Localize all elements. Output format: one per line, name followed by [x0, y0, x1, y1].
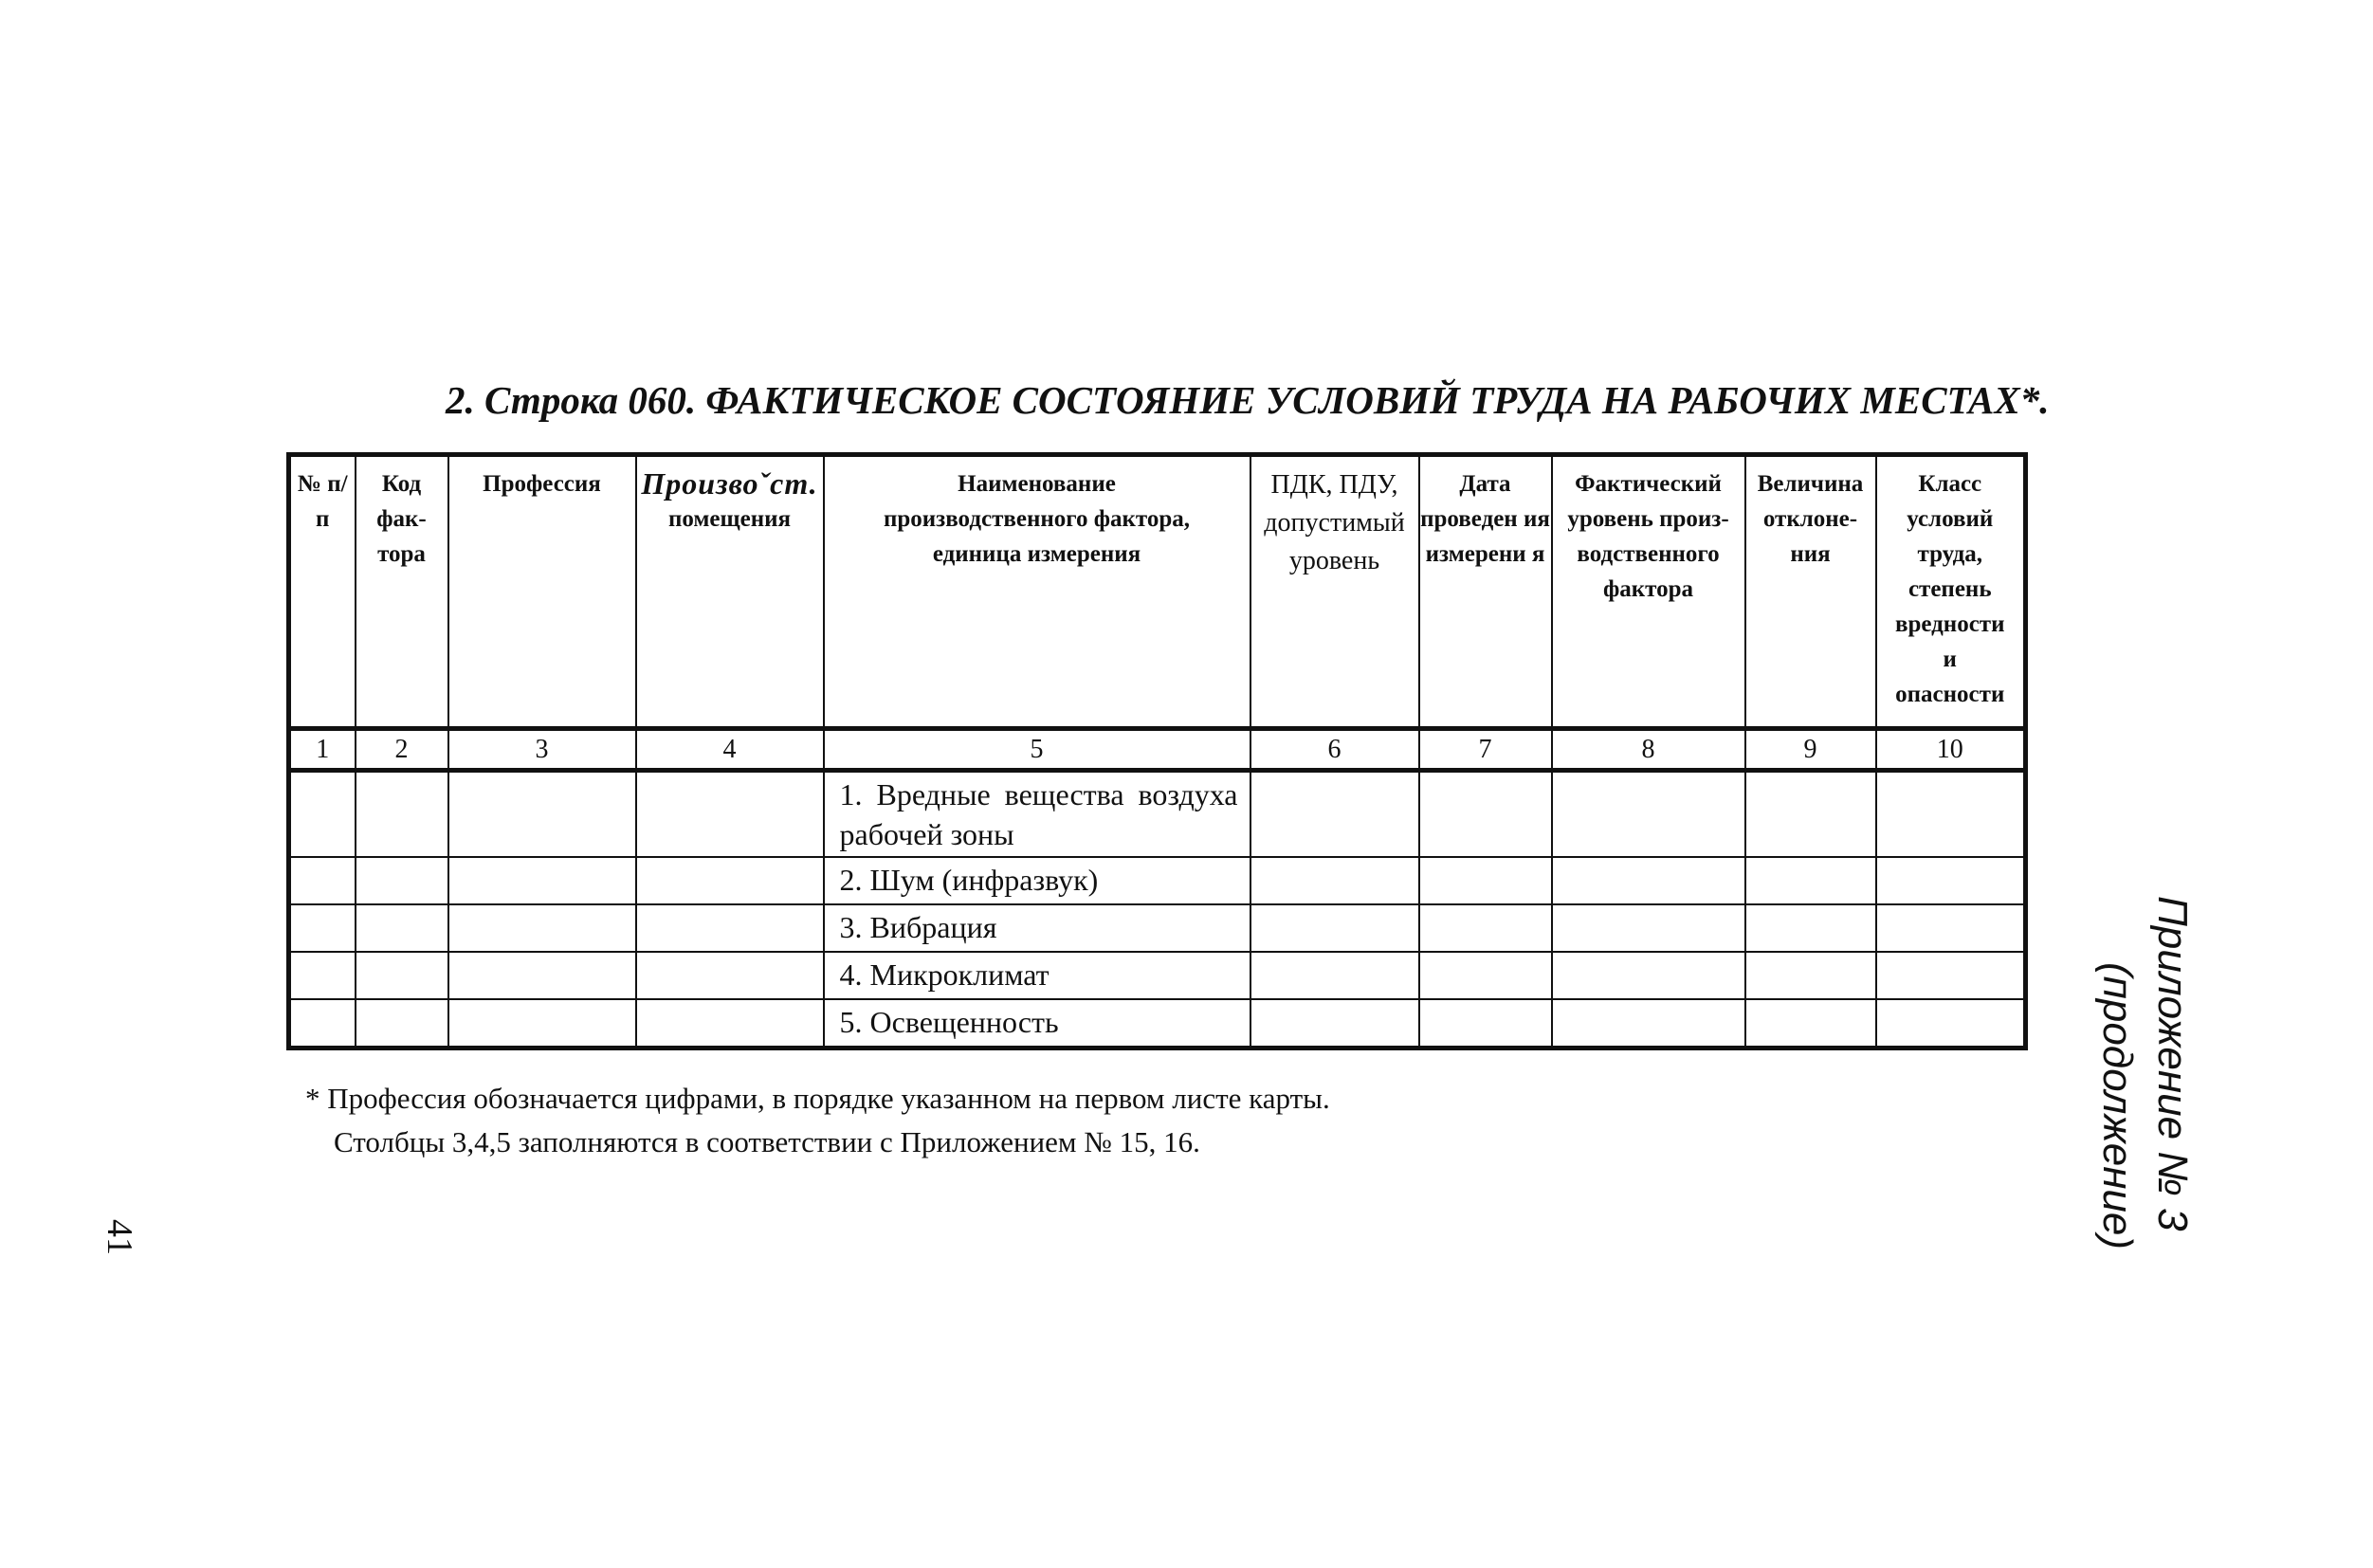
empty-cell[interactable]: [1745, 857, 1876, 904]
appendix-subtitle: (продолжение): [2094, 962, 2141, 1249]
empty-cell[interactable]: [356, 904, 448, 952]
column-number: 6: [1250, 729, 1419, 771]
column-number: 10: [1876, 729, 2026, 771]
header-cell-measurement-date: Дата проведен ия измерени я: [1419, 455, 1552, 729]
empty-cell[interactable]: [1876, 952, 2026, 999]
header-cell-factor-code: Код фак-тора: [356, 455, 448, 729]
empty-cell[interactable]: [636, 904, 824, 952]
footnote: [305, 1077, 1330, 1164]
footnote-line: * Профессия обозначается цифрами, в порядке указанном на первом листе карты.: [305, 1082, 1330, 1115]
empty-cell[interactable]: [356, 857, 448, 904]
column-number: 3: [448, 729, 636, 771]
column-number: 4: [636, 729, 824, 771]
header-cell-premises-label: помещения: [667, 506, 792, 532]
empty-cell[interactable]: [1419, 857, 1552, 904]
footnote-line: Столбцы 3,4,5 заполняются в соответствии с Приложением № 15, 16.: [334, 1125, 1200, 1158]
empty-cell[interactable]: [1552, 857, 1745, 904]
empty-cell[interactable]: [1250, 857, 1419, 904]
table-row: [289, 904, 2026, 952]
column-number: 2: [356, 729, 448, 771]
column-number: 5: [824, 729, 1250, 771]
empty-cell[interactable]: [1876, 999, 2026, 1048]
header-cell-actual-level: Фактический уровень произ-водственного фактора: [1552, 455, 1745, 729]
empty-cell[interactable]: [1552, 952, 1745, 999]
empty-cell[interactable]: [289, 904, 356, 952]
empty-cell[interactable]: [1745, 999, 1876, 1048]
handwritten-annotation: Произвоˇст.: [641, 466, 818, 501]
empty-cell[interactable]: [448, 771, 636, 858]
factor-cell: 2. Шум (инфразвук): [824, 857, 1250, 904]
empty-cell[interactable]: [448, 857, 636, 904]
table-row: [289, 857, 2026, 904]
factor-cell: 5. Освещенность: [824, 999, 1250, 1048]
working-conditions-table: [286, 452, 2028, 1050]
empty-cell[interactable]: [356, 999, 448, 1048]
header-cell-premises: [636, 455, 824, 729]
empty-cell[interactable]: [448, 904, 636, 952]
factor-cell: 3. Вибрация: [824, 904, 1250, 952]
header-cell-factor-name: Наименование производственного фактора, единица измерения: [824, 455, 1250, 729]
appendix-label: [2090, 896, 2200, 1249]
page-number: 41: [100, 1219, 139, 1255]
table-row: [289, 999, 2026, 1048]
empty-cell[interactable]: [356, 771, 448, 858]
factor-cell: [824, 771, 1250, 858]
empty-cell[interactable]: [1552, 771, 1745, 858]
empty-cell[interactable]: [1552, 904, 1745, 952]
factor-label: 1. Вредные вещества воздуха рабочей зоны: [839, 777, 1238, 851]
column-number: 8: [1552, 729, 1745, 771]
page-title: 2. Строка 060. ФАКТИЧЕСКОЕ СОСТОЯНИЕ УСЛОВИЙ ТРУДА НА РАБОЧИХ МЕСТАХ*.: [446, 378, 2050, 422]
empty-cell[interactable]: [1419, 999, 1552, 1048]
appendix-title: Приложение № 3: [2149, 896, 2196, 1231]
header-cell-profession: Профессия: [448, 455, 636, 729]
header-cell-hazard-class: Класс условий труда, степень вредности и опасности: [1876, 455, 2026, 729]
empty-cell[interactable]: [1745, 771, 1876, 858]
empty-cell[interactable]: [289, 771, 356, 858]
empty-cell[interactable]: [1745, 952, 1876, 999]
empty-cell[interactable]: [1552, 999, 1745, 1048]
empty-cell[interactable]: [636, 952, 824, 999]
empty-cell[interactable]: [1876, 771, 2026, 858]
column-number: 9: [1745, 729, 1876, 771]
header-cell-permissible-level: ПДК, ПДУ, допустимый уровень: [1250, 455, 1419, 729]
empty-cell[interactable]: [1250, 904, 1419, 952]
empty-cell[interactable]: [636, 771, 824, 858]
empty-cell[interactable]: [1250, 999, 1419, 1048]
header-cell-number: № п/п: [289, 455, 356, 729]
empty-cell[interactable]: [289, 857, 356, 904]
column-number-row: [289, 729, 2026, 771]
empty-cell[interactable]: [636, 999, 824, 1048]
factor-cell: 4. Микроклимат: [824, 952, 1250, 999]
column-number: 1: [289, 729, 356, 771]
empty-cell[interactable]: [448, 999, 636, 1048]
empty-cell[interactable]: [636, 857, 824, 904]
empty-cell[interactable]: [289, 999, 356, 1048]
table-row: [289, 952, 2026, 999]
empty-cell[interactable]: [1876, 857, 2026, 904]
empty-cell[interactable]: [448, 952, 636, 999]
empty-cell[interactable]: [1876, 904, 2026, 952]
empty-cell[interactable]: [1250, 952, 1419, 999]
table-row: [289, 771, 2026, 858]
header-cell-deviation: Величина отклоне-ния: [1745, 455, 1876, 729]
empty-cell[interactable]: [1419, 904, 1552, 952]
empty-cell[interactable]: [1745, 904, 1876, 952]
header-row: [289, 455, 2026, 729]
empty-cell[interactable]: [356, 952, 448, 999]
empty-cell[interactable]: [1250, 771, 1419, 858]
empty-cell[interactable]: [1419, 952, 1552, 999]
column-number: 7: [1419, 729, 1552, 771]
empty-cell[interactable]: [1419, 771, 1552, 858]
empty-cell[interactable]: [289, 952, 356, 999]
